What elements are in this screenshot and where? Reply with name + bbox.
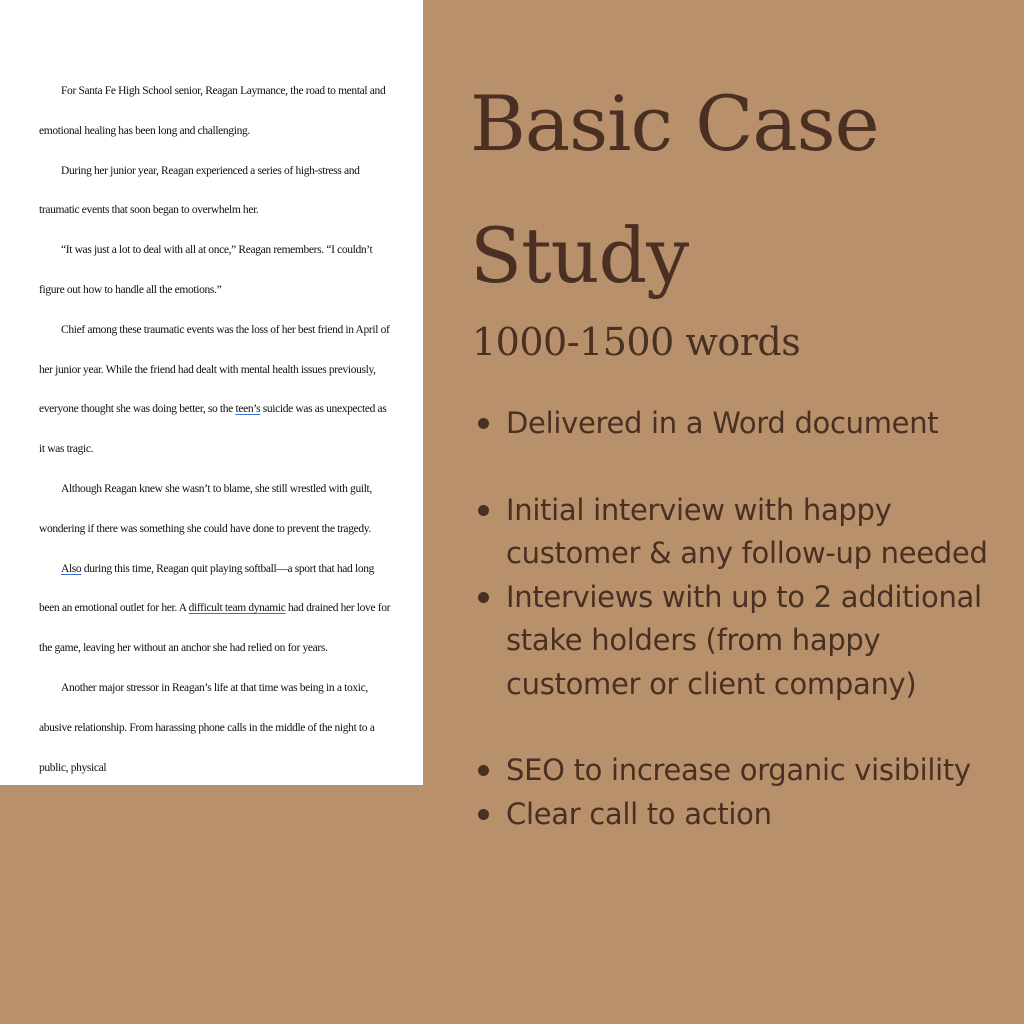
document-paragraph — [39, 550, 394, 669]
document-paragraph — [39, 470, 394, 550]
feature-text: Interviews with up to 2 additional stake holders (from happy customer or client company) — [506, 579, 982, 701]
feature-list — [506, 402, 1011, 836]
bullet-icon — [478, 809, 489, 820]
document-text-run: Another major stressor in Reagan’s life at that time was being in a toxic, abusive relationship. From harassing phone calls in the middle of the night to a public, physical — [39, 681, 375, 774]
feature-text: Initial interview with happy customer & any follow-up needed — [506, 492, 988, 570]
document-paragraph — [39, 231, 394, 311]
feature-item — [506, 576, 1011, 707]
feature-item — [506, 402, 1011, 446]
document-text-run: “It was just a lot to deal with all at once,” Reagan remembers. “I couldn’t figure out how to handle all the emotions.” — [39, 244, 373, 296]
document-paragraph — [39, 72, 394, 152]
document-body — [39, 72, 394, 785]
feature-text: SEO to increase organic visibility — [506, 753, 971, 787]
bullet-icon — [478, 505, 489, 516]
feature-item — [506, 793, 1011, 837]
spellcheck-flagged-text: teen’s — [235, 403, 261, 416]
document-paragraph — [39, 311, 394, 470]
document-text-run: Although Reagan knew she wasn’t to blame, she still wrestled with guilt, wondering if there was something she could have done to prevent the tragedy. — [39, 482, 372, 535]
page-title: Basic Case Study — [470, 79, 879, 300]
document-text-run: during this time, Reagan quit playing softball—a sport that had long been an emotional outlet for her. A — [39, 562, 375, 615]
document-text-run: For Santa Fe High School senior, Reagan Laymance, the road to mental and emotional healing has been long and challenging. — [39, 85, 386, 137]
document-paragraph — [39, 669, 394, 785]
feature-text: Clear call to action — [506, 796, 772, 831]
feature-text: Delivered in a Word document — [506, 406, 939, 440]
bullet-icon — [478, 765, 489, 776]
document-text-run: Chief among these traumatic events was the loss of her best friend in April of her junior year. While the friend had dealt with mental health issues previously, everyone thought she was doing better, so the — [39, 323, 390, 416]
document-text-run: suicide was as unexpected as it was tragic. — [39, 403, 387, 456]
spellcheck-flagged-text: difficult team dynamic — [188, 602, 286, 615]
document-preview-image — [0, 0, 423, 785]
spellcheck-flagged-text: Also — [61, 562, 82, 575]
document-text-run: During her junior year, Reagan experienced a series of high-stress and traumatic events that soon began to overwhelm her. — [39, 164, 360, 217]
feature-item — [506, 749, 1011, 793]
word-count-subtitle: 1000-1500 words — [472, 320, 801, 364]
bullet-icon — [478, 592, 489, 603]
feature-item — [506, 489, 1011, 576]
document-text-run: had drained her love for the game, leaving her without an anchor she had relied on for years. — [39, 602, 391, 655]
document-paragraph — [39, 152, 394, 232]
bullet-icon — [478, 418, 489, 429]
